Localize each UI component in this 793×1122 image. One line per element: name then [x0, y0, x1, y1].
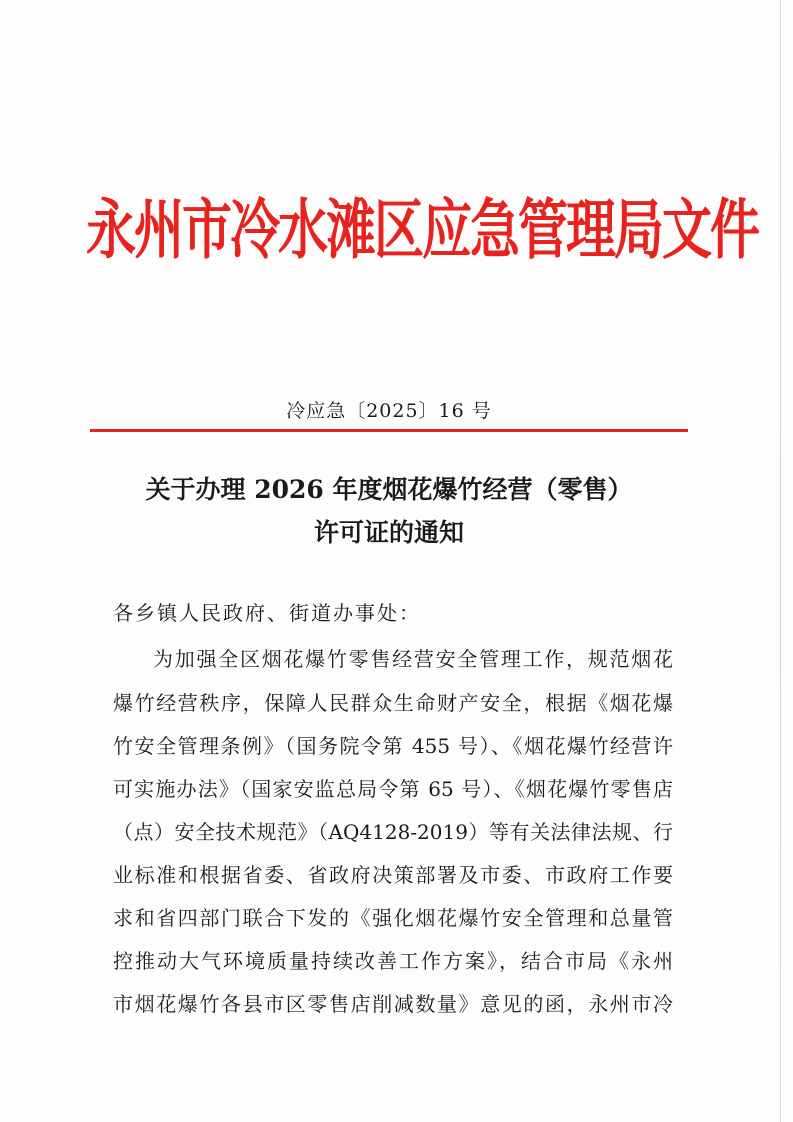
- document-number: 冷应急〔2025〕16 号: [286, 400, 492, 422]
- body-line: 市烟花爆竹各县市区零售店削减数量》意见的函，永州市冷: [113, 992, 673, 1016]
- body-line: 可实施办法》（国家安监总局令第 65 号）、《烟花爆竹零售店: [113, 777, 673, 801]
- red-divider-line: [90, 429, 688, 432]
- agency-header-title: 永州市冷水滩区应急管理局文件: [86, 191, 758, 268]
- document-title-line-1: 关于办理 2026 年度烟花爆竹经营（零售）: [145, 475, 633, 504]
- body-line: 业标准和根据省委、省政府决策部署及市委、市政府工作要: [113, 863, 673, 887]
- page-edge: [780, 0, 781, 1122]
- salutation: 各乡镇人民政府、街道办事处：: [113, 601, 421, 625]
- body-line: 爆竹经营秩序，保障人民群众生命财产安全，根据《烟花爆: [113, 691, 673, 715]
- body-line: 竹安全管理条例》（国务院令第 455 号）、《烟花爆竹经营许: [113, 734, 673, 758]
- document-title-line-2: 许可证的通知: [313, 518, 464, 547]
- body-line: 为加强全区烟花爆竹零售经营安全管理工作，规范烟花: [153, 647, 673, 671]
- body-line: （点）安全技术规范》（AQ4128-2019）等有关法律法规、行: [113, 820, 673, 844]
- body-line: 控推动大气环境质量持续改善工作方案》，结合市局《永州: [113, 949, 673, 973]
- body-line: 求和省四部门联合下发的《强化烟花爆竹安全管理和总量管: [113, 906, 673, 930]
